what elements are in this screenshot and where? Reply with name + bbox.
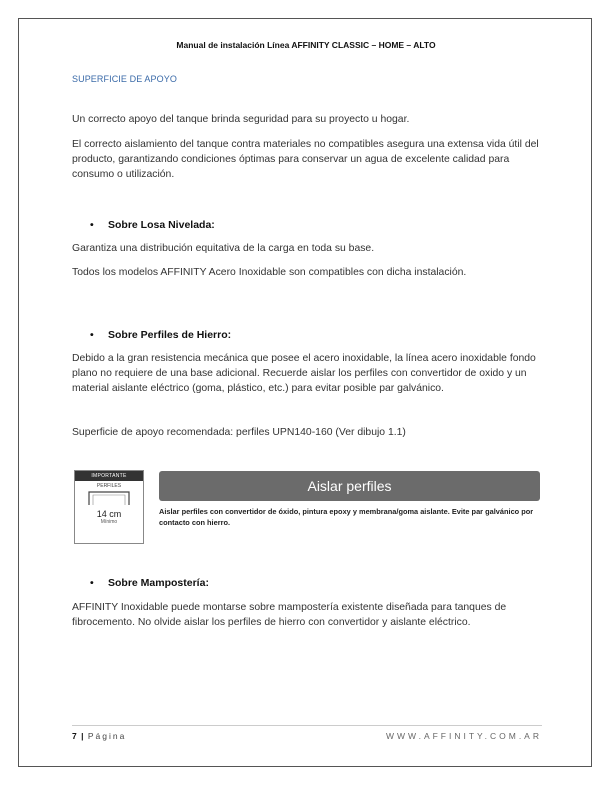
footer-page-label: Página <box>87 731 127 741</box>
section-title: SUPERFICIE DE APOYO <box>72 74 177 84</box>
perfiles-paragraph-1: Debido a la gran resistencia mecánica que posee el acero inoxidable, la línea acero inoxidable fondo plano no requiere de una base adicional. Recuerde aislar los perfiles con convertidor de oxido y un material aislante eléctrico (goma, plástico, etc.) para evitar posible par galvánico. <box>72 353 536 394</box>
footer-separator: | <box>81 731 84 741</box>
footer-website: WWW.AFFINITY.COM.AR <box>385 731 542 741</box>
important-minimum: Mínimo <box>100 519 118 525</box>
intro-paragraph-1: Un correcto apoyo del tanque brinda seguridad para su proyecto u hogar. <box>72 114 410 125</box>
intro-paragraph-2: El correcto aislamiento del tanque contra materiales no compatibles asegura una extensa vida útil del producto, garantizando condiciones óptimas para conservar un agua de excelente calidad para consumo o utilización. <box>72 139 539 180</box>
banner-title: Aislar perfiles <box>159 471 540 501</box>
important-dimension: 14 cm <box>96 509 122 519</box>
perfiles-heading <box>90 329 231 341</box>
important-sub: PERFILES <box>96 483 122 489</box>
document-header-title: Manual de instalación Línea AFFINITY CLASSIC – HOME – ALTO <box>176 40 436 50</box>
banner-description: Aislar perfiles con convertidor de óxido, pintura epoxy y membrana/goma aislante. Evite par galvánico por contacto con hierro. <box>159 507 534 527</box>
losa-paragraph-1: Garantiza una distribución equitativa de la carga en toda su base. <box>72 243 375 254</box>
perfiles-paragraph-2: Superficie de apoyo recomendada: perfiles UPN140-160 (Ver dibujo 1.1) <box>72 427 406 438</box>
bullet-icon: • <box>90 219 94 231</box>
losa-paragraph-2: Todos los modelos AFFINITY Acero Inoxidable son compatibles con dicha instalación. <box>72 267 467 278</box>
bullet-icon: • <box>90 577 94 589</box>
important-label: IMPORTANTE <box>75 471 143 481</box>
mamposteria-paragraph-1: AFFINITY Inoxidable puede montarse sobre mampostería existente diseñada para tanques de fibrocemento. No olvide aislar los perfiles de hierro con convertidor y aislante eléctrico. <box>72 602 507 628</box>
mamposteria-heading-text: Sobre Mampostería: <box>108 577 209 589</box>
important-badge <box>74 470 144 544</box>
footer-page-number: 7 <box>72 731 77 741</box>
losa-heading-text: Sobre Losa Nivelada: <box>108 219 215 231</box>
perfiles-heading-text: Sobre Perfiles de Hierro: <box>108 329 232 341</box>
bullet-icon: • <box>90 329 94 341</box>
mamposteria-heading <box>90 577 209 589</box>
profile-channel-icon <box>75 489 143 507</box>
footer-page-info <box>72 731 126 741</box>
footer-divider <box>72 725 542 726</box>
losa-heading <box>90 219 215 231</box>
